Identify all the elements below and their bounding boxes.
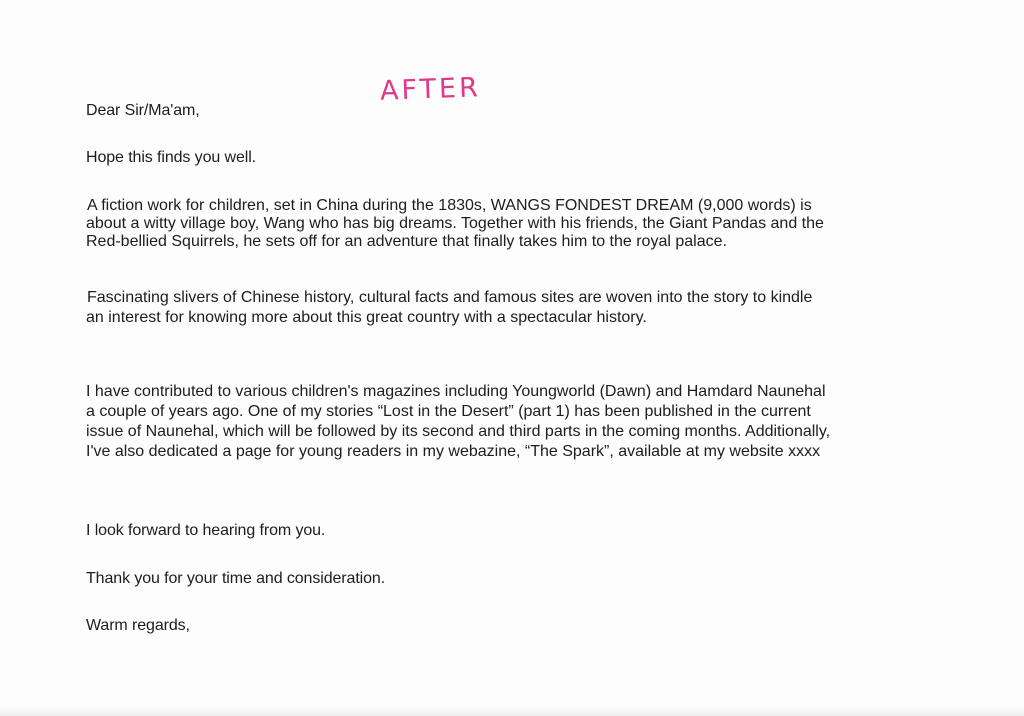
- paragraph-line: I have contributed to various children's magazines including Youngworld (Dawn) and Hamdard Naunehal: [86, 383, 826, 400]
- paragraph-line: about a witty village boy, Wang who has big dreams. Together with his friends, the Giant Pandas and the: [86, 215, 824, 232]
- greeting: Hope this finds you well.: [86, 149, 257, 166]
- paragraph-history: [86, 288, 812, 327]
- signoff: Warm regards,: [86, 617, 190, 634]
- closing-looking-forward: I look forward to hearing from you.: [86, 522, 326, 539]
- paragraph-line: an interest for knowing more about this great country with a spectacular history.: [86, 309, 647, 326]
- closing-thank-you: Thank you for your time and consideration.: [86, 570, 386, 587]
- handwritten-after-annotation: AFTER: [379, 72, 482, 107]
- paragraph-line: A fiction work for children, set in China during the 1830s, WANGS FONDEST DREAM (9,000 words) is: [87, 197, 812, 214]
- paragraph-story-summary: [86, 196, 824, 251]
- page-bottom-edge: [0, 706, 1024, 716]
- paragraph-credentials: [86, 382, 830, 461]
- paragraph-line: Fascinating slivers of Chinese history, cultural facts and famous sites are woven into the story to kindle: [87, 289, 813, 306]
- paragraph-line: issue of Naunehal, which will be followed by its second and third parts in the coming months. Additionally,: [86, 423, 831, 440]
- salutation: Dear Sir/Ma'am,: [86, 102, 200, 119]
- paragraph-line: a couple of years ago. One of my stories “Lost in the Desert” (part 1) has been published in the current: [86, 403, 811, 420]
- paragraph-line: I've also dedicated a page for young readers in my webazine, “The Spark”, available at my website xxxx: [86, 443, 821, 460]
- paragraph-line: Red-bellied Squirrels, he sets off for an adventure that finally takes him to the royal palace.: [86, 233, 727, 250]
